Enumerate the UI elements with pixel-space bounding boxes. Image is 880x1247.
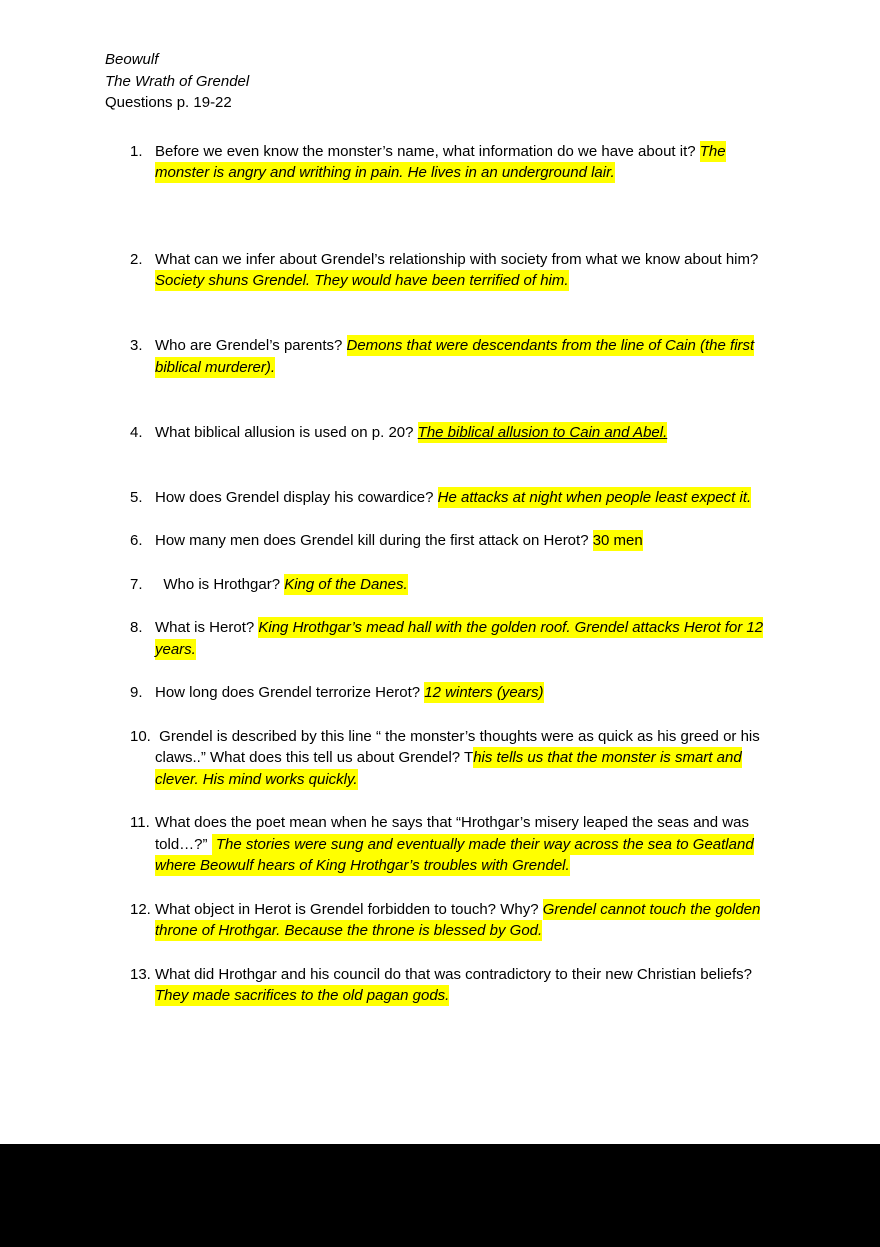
question-text: What object in Herot is Grendel forbidden to touch? Why? bbox=[155, 900, 543, 918]
question-number: 9. bbox=[130, 684, 143, 701]
question-text: How long does Grendel terrorize Herot? bbox=[155, 684, 425, 701]
question-text: Who is Hrothgar? bbox=[155, 575, 285, 593]
answer-text: Grendel cannot touch the golden throne of Hrothgar. Because the throne is blessed by God. bbox=[155, 900, 761, 939]
question-text: Who are Grendel’s parents? bbox=[155, 337, 347, 354]
question-item bbox=[130, 335, 775, 378]
question-item bbox=[130, 574, 775, 596]
answer-text: The biblical allusion to Cain and Abel. bbox=[417, 423, 668, 441]
question-body bbox=[155, 335, 775, 378]
question-text: Before we even know the monster’s name, what information do we have about it? bbox=[155, 142, 700, 160]
question-text: How many men does Grendel kill during the first attack on Herot? bbox=[155, 532, 593, 549]
answer-text: 30 men bbox=[592, 532, 643, 549]
answer-text: his tells us that the monster is smart and clever. His mind works quickly. bbox=[155, 749, 742, 788]
question-text: Grendel is described by this line “ the monster’s thoughts were as quick as his greed or his claws..” What does this tell us about Grendel? T bbox=[155, 727, 760, 766]
answer-text: King Hrothgar’s mead hall with the golden roof. Grendel attacks Herot for 12 years. bbox=[155, 619, 764, 658]
question-number: 12. bbox=[130, 900, 151, 918]
question-number: 2. bbox=[130, 250, 143, 268]
question-item bbox=[130, 617, 775, 660]
question-number: 10. bbox=[130, 727, 151, 745]
document-header bbox=[105, 49, 775, 114]
question-item bbox=[130, 964, 775, 1007]
answer-text: Society shuns Grendel. They would have been terrified of him. bbox=[155, 272, 569, 289]
answer-text: Demons that were descendants from the line of Cain (the first biblical murderer). bbox=[155, 337, 755, 376]
question-number: 11. bbox=[130, 814, 150, 831]
answer-text: King of the Danes. bbox=[284, 575, 408, 593]
question-item bbox=[130, 422, 775, 444]
question-body bbox=[155, 726, 775, 791]
question-item bbox=[130, 726, 775, 791]
question-number: 3. bbox=[130, 337, 143, 354]
question-text: What biblical allusion is used on p. 20? bbox=[155, 423, 418, 441]
question-body bbox=[155, 574, 775, 596]
question-text: What is Herot? bbox=[155, 619, 259, 636]
question-text: What does the poet mean when he says that “Hrothgar’s misery leaped the seas and was told…?” bbox=[155, 814, 749, 853]
question-item bbox=[130, 249, 775, 292]
answer-text: They made sacrifices to the old pagan gods. bbox=[155, 987, 450, 1004]
question-item bbox=[130, 682, 775, 704]
question-body bbox=[155, 422, 775, 444]
question-body bbox=[155, 249, 775, 292]
question-number: 1. bbox=[130, 142, 143, 160]
question-number: 8. bbox=[130, 619, 143, 636]
question-number: 6. bbox=[130, 532, 143, 549]
question-number: 5. bbox=[130, 488, 143, 506]
question-body bbox=[155, 617, 775, 660]
question-item bbox=[130, 487, 775, 509]
question-body bbox=[155, 682, 775, 704]
question-number: 4. bbox=[130, 423, 143, 441]
bottom-bar bbox=[0, 1144, 880, 1247]
doc-title: Beowulf bbox=[105, 51, 159, 68]
question-item bbox=[130, 899, 775, 942]
question-text: How does Grendel display his cowardice? bbox=[155, 488, 438, 506]
question-text: What did Hrothgar and his council do that was contradictory to their new Christian beliefs? bbox=[155, 965, 752, 983]
question-item bbox=[130, 530, 775, 552]
question-list bbox=[105, 141, 775, 1007]
question-body bbox=[155, 141, 775, 184]
question-body bbox=[155, 899, 775, 942]
question-text: What can we infer about Grendel’s relationship with society from what we know about him? bbox=[155, 250, 759, 268]
question-body bbox=[155, 487, 775, 509]
doc-page-range: Questions p. 19-22 bbox=[105, 94, 232, 111]
question-body bbox=[155, 964, 775, 1007]
answer-text: The monster is angry and writhing in pain. He lives in an underground lair. bbox=[155, 142, 726, 181]
answer-text: 12 winters (years) bbox=[424, 684, 544, 701]
answer-text: He attacks at night when people least expect it. bbox=[437, 488, 752, 506]
question-number: 13. bbox=[130, 965, 151, 983]
answer-text: The stories were sung and eventually made their way across the sea to Geatland where Beowulf hears of King Hrothgar’s troubles with Grendel. bbox=[155, 835, 754, 874]
question-item bbox=[130, 812, 775, 877]
question-body bbox=[155, 812, 775, 877]
question-item bbox=[130, 141, 775, 184]
question-number: 7. bbox=[130, 575, 143, 593]
question-body bbox=[155, 530, 775, 552]
doc-subtitle: The Wrath of Grendel bbox=[105, 72, 250, 90]
